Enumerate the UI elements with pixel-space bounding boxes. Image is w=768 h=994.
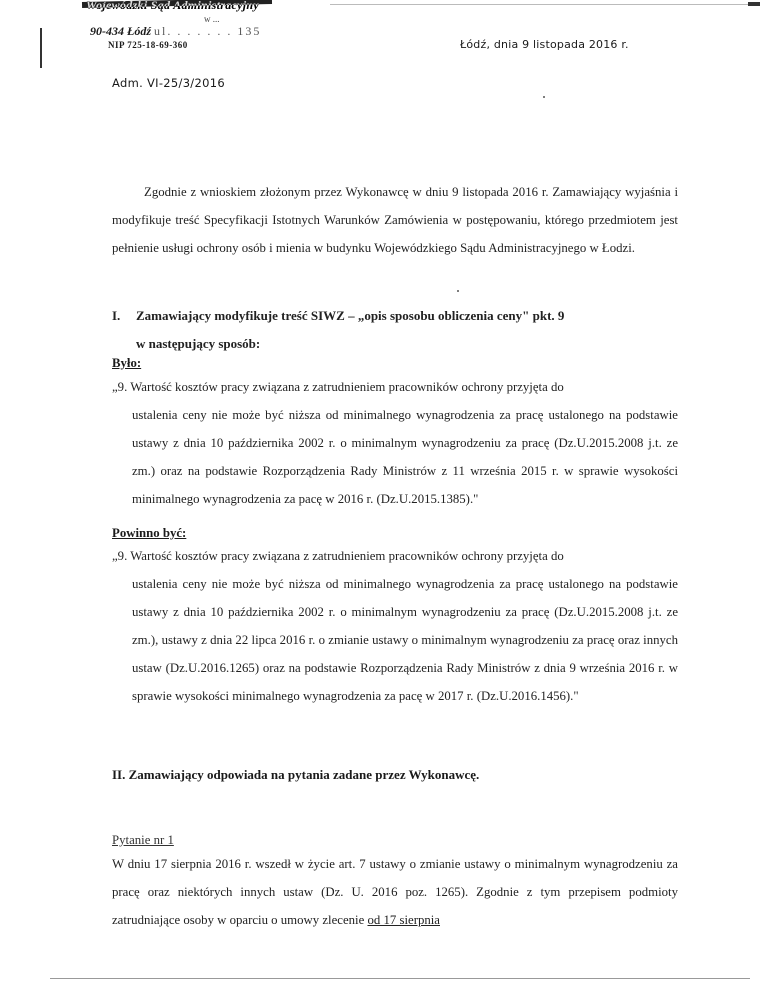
scan-corner-mark: [748, 2, 760, 6]
stamp-nip: NIP 725-18-69-360: [108, 40, 188, 50]
section-1-title: Zamawiający modyfikuje treść SIWZ – „opis sposobu obliczenia ceny" pkt. 9: [136, 308, 565, 323]
stamp-sub: w ...: [204, 14, 220, 24]
section-1-number: I.: [112, 308, 121, 323]
section-2-heading: II. Zamawiający odpowiada na pytania zadane przez Wykonawcę.: [112, 767, 480, 782]
bylo-label: Było:: [112, 356, 142, 370]
scan-speck: [457, 290, 459, 292]
bylo-quote-first-line: „9. Wartość kosztów pracy związana z zatrudnieniem pracowników ochrony przyjęta do: [112, 380, 564, 394]
powinno-quote: [112, 542, 678, 710]
stamp-court-name: Wojewódzki Sąd Administracyjny: [86, 0, 260, 12]
section-1-title-cont: w następujący sposób:: [136, 336, 261, 351]
court-stamp: [86, 0, 286, 62]
bylo-quote: [112, 373, 678, 513]
stamp-address-tail: ul. . . . . . . 135: [154, 24, 262, 38]
scan-left-mark: [40, 28, 42, 68]
powinno-quote-body: ustalenia ceny nie może być niższa od minimalnego wynagrodzenia za pracę ustalonego na podstawie ustawy z dnia 10 października 2002 r. o minimalnym wynagrodzeniu za pracę (Dz.U.2015.2008 j.t. ze zm.), ustawy z dnia 22 lipca 2016 r. o zmianie ustawy o minimalnym wynagrodzeniu za pracę oraz innych ustaw (Dz.U.2016.1265) oraz na podstawie Rozporządzenia Rady Ministrów z dnia 9 września 2016 r. w sprawie wysokości minimalnego wynagrodzenia za pacę w 2017 r. (Dz.U.2016.1456).": [132, 577, 678, 703]
question-1-text: [112, 850, 678, 934]
question-1-body: W dniu 17 sierpnia 2016 r. wszedł w życie art. 7 ustawy o zmianie ustawy o minimalnym wynagrodzeniu za pracę oraz niektórych innych ustaw (Dz. U. 2016 poz. 1265). Zgodnie z tym przepisem podmioty zatrudniające osoby w oparciu o umowy zlecenie: [112, 857, 678, 927]
section-1-heading: [112, 302, 678, 358]
intro-paragraph: Zgodnie z wnioskiem złożonym przez Wykonawcę w dniu 9 listopada 2016 r. Zamawiający wyjaśnia i modyfikuje treść Specyfikacji Istotnych Warunków Zamówienia w postępowaniu, którego przedmiotem jest pełnienie usługi ochrony osób i mienia w budynku Wojewódzkiego Sądu Administracyjnego w Łodzi.: [112, 185, 678, 255]
document-date: Łódź, dnia 9 listopada 2016 r.: [460, 38, 629, 51]
bylo-quote-body: ustalenia ceny nie może być niższa od minimalnego wynagrodzenia za pracę ustalonego na podstawie ustawy z dnia 10 października 2002 r. o minimalnym wynagrodzeniu za pracę (Dz.U.2015.2008 j.t. ze zm.) oraz na podstawie Rozporządzenia Rady Ministrów z 11 września 2015 r. w sprawie wysokości minimalnego wynagrodzenia za pacę w 2016 r. (Dz.U.2015.1385).": [132, 408, 678, 506]
powinno-quote-first-line: „9. Wartość kosztów pracy związana z zatrudnieniem pracowników ochrony przyjęta do: [112, 549, 564, 563]
question-1-underlined: od 17 sierpnia: [367, 913, 440, 927]
question-1-label: Pytanie nr 1: [112, 833, 174, 847]
stamp-city: 90-434 Łódź: [90, 24, 151, 38]
stamp-address: [90, 24, 261, 39]
scan-top-rule: [330, 4, 760, 5]
scan-bottom-rule: [50, 978, 750, 979]
reference-number: Adm. VI-25/3/2016: [112, 76, 225, 90]
scan-speck: [543, 96, 545, 98]
powinno-label: Powinno być:: [112, 526, 187, 540]
